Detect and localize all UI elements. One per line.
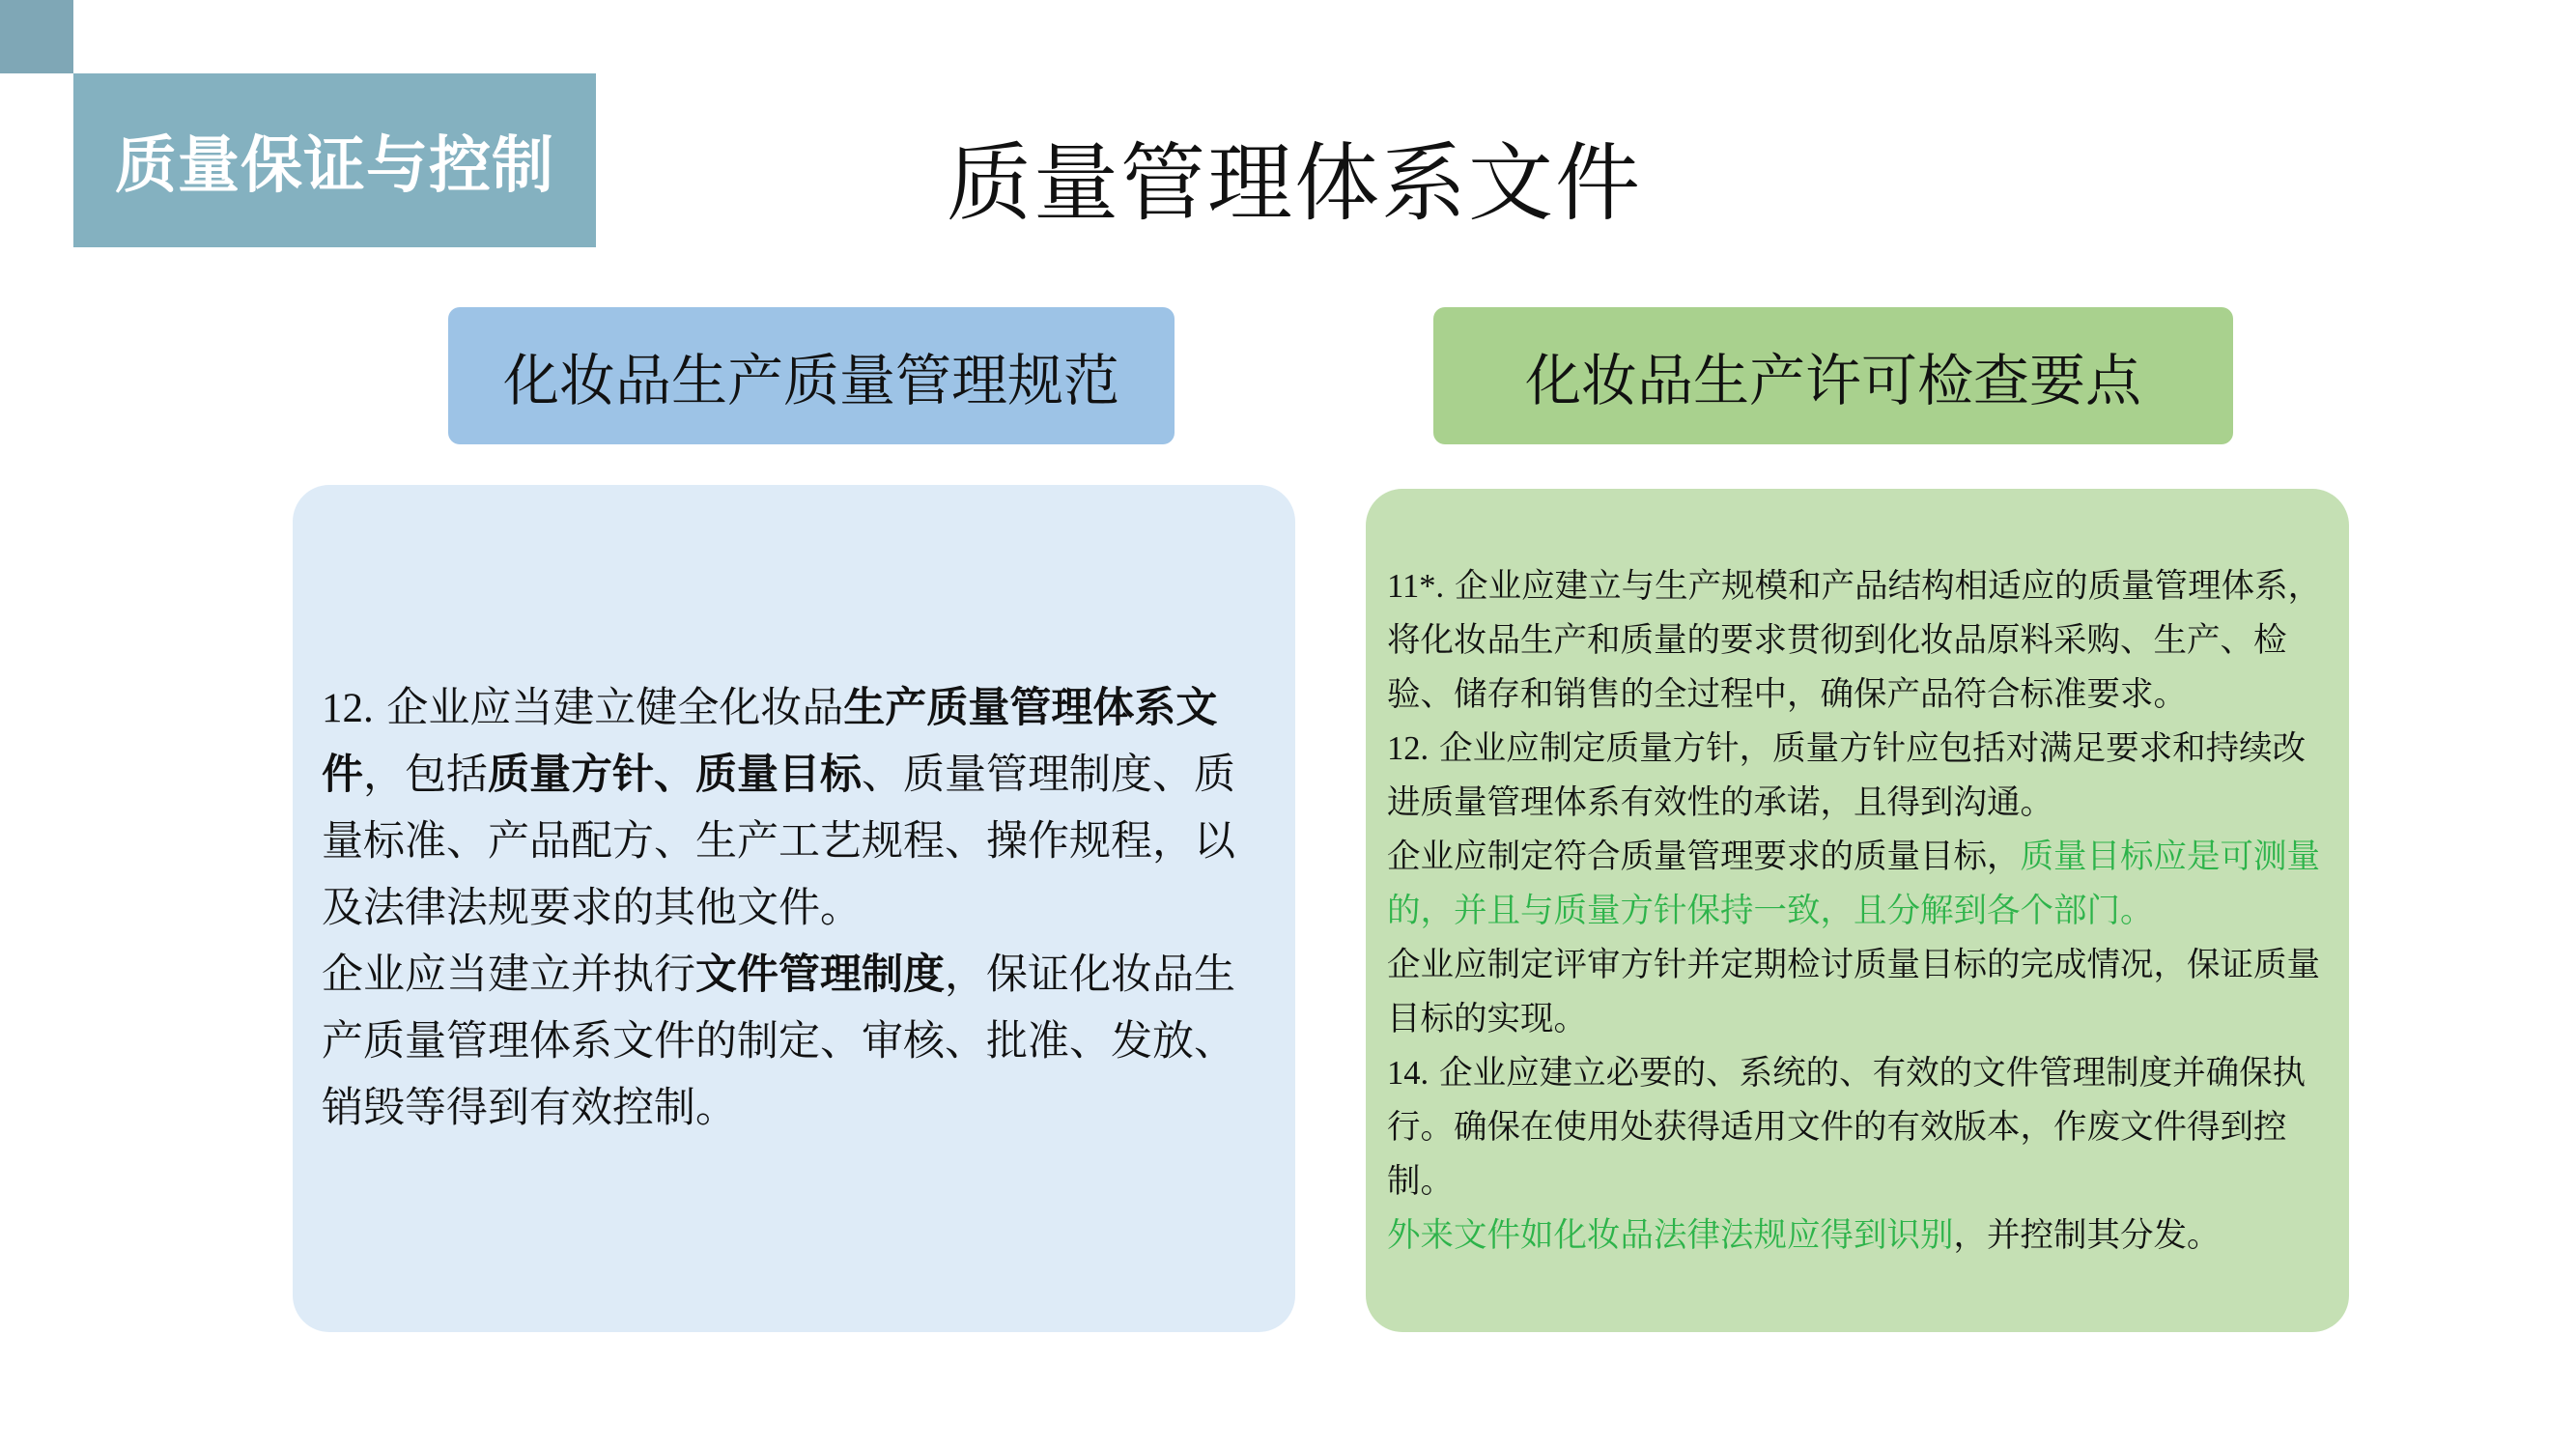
item-number: 12.	[1387, 729, 1430, 767]
item-number: 11*.	[1387, 567, 1445, 605]
bold-keyword: 生产质量管理体系文件	[322, 684, 1218, 799]
article-number: 12.	[322, 686, 374, 731]
bold-keyword: 质量方针、质量目标	[488, 751, 862, 799]
item-text: 企业应制定评审方针并定期检讨质量目标的完成情况，保证质量目标的实现。	[1387, 945, 2320, 1038]
paragraph-text: ，包括	[363, 751, 488, 799]
paragraph-text: 、质量管理制度、质量标准、产品配方、生产工艺规程、操作规程，以及法律法规要求的其他文件。	[322, 751, 1235, 932]
item-number: 14.	[1387, 1054, 1430, 1092]
paragraph-text: ，保证化妆品生产质量管理体系文件的制定、审核、批准、发放、销毁等得到有效控制。	[322, 951, 1235, 1132]
right-item-14	[1387, 1046, 2326, 1208]
section-banner	[73, 73, 596, 247]
right-column-header: 化妆品生产许可检查要点	[1433, 307, 2233, 444]
left-paragraph-document-control	[322, 942, 1257, 1142]
item-text: ，并控制其分发。	[1953, 1215, 2221, 1255]
right-item-12	[1387, 722, 2326, 830]
right-external-documents	[1387, 1208, 2326, 1263]
item-text: 企业应制定符合质量管理要求的质量目标，	[1387, 837, 2021, 876]
left-content-panel	[293, 485, 1295, 1332]
item-text: 企业应建立必要的、系统的、有效的文件管理制度并确保执行。确保在使用处获得适用文件的有效版本，作废文件得到控制。	[1387, 1053, 2307, 1201]
left-column-header: 化妆品生产质量管理规范	[448, 307, 1175, 444]
bold-keyword: 文件管理制度	[695, 951, 945, 999]
highlight-text: 外来文件如化妆品法律法规应得到识别	[1387, 1215, 1954, 1255]
left-paragraph-article-12	[322, 675, 1257, 942]
item-text: 企业应制定质量方针，质量方针应包括对满足要求和持续改进质量管理体系有效性的承诺，且得到沟通。	[1387, 728, 2307, 822]
right-content-panel	[1366, 489, 2349, 1332]
page-title: 质量管理体系文件	[946, 133, 1642, 233]
section-label: 质量保证与控制	[115, 130, 554, 202]
corner-accent	[0, 0, 73, 73]
highlight-text: 质量目标应是可测量的，并且与质量方针保持一致，且分解到各个部门。	[1387, 837, 2320, 930]
left-content-text	[322, 675, 1257, 1142]
right-item-11	[1387, 559, 2326, 722]
paragraph-text: 企业应当建立健全化妆品	[373, 684, 844, 732]
item-text: 企业应建立与生产规模和产品结构相适应的质量管理体系，将化妆品生产和质量的要求贯彻到化妆品原料采购、生产、检验、储存和销售的全过程中，确保产品符合标准要求。	[1387, 566, 2322, 714]
right-content-text	[1387, 559, 2326, 1263]
paragraph-text: 企业应当建立并执行	[322, 951, 695, 999]
right-quality-objective	[1387, 830, 2326, 938]
right-review-policy	[1387, 938, 2326, 1046]
